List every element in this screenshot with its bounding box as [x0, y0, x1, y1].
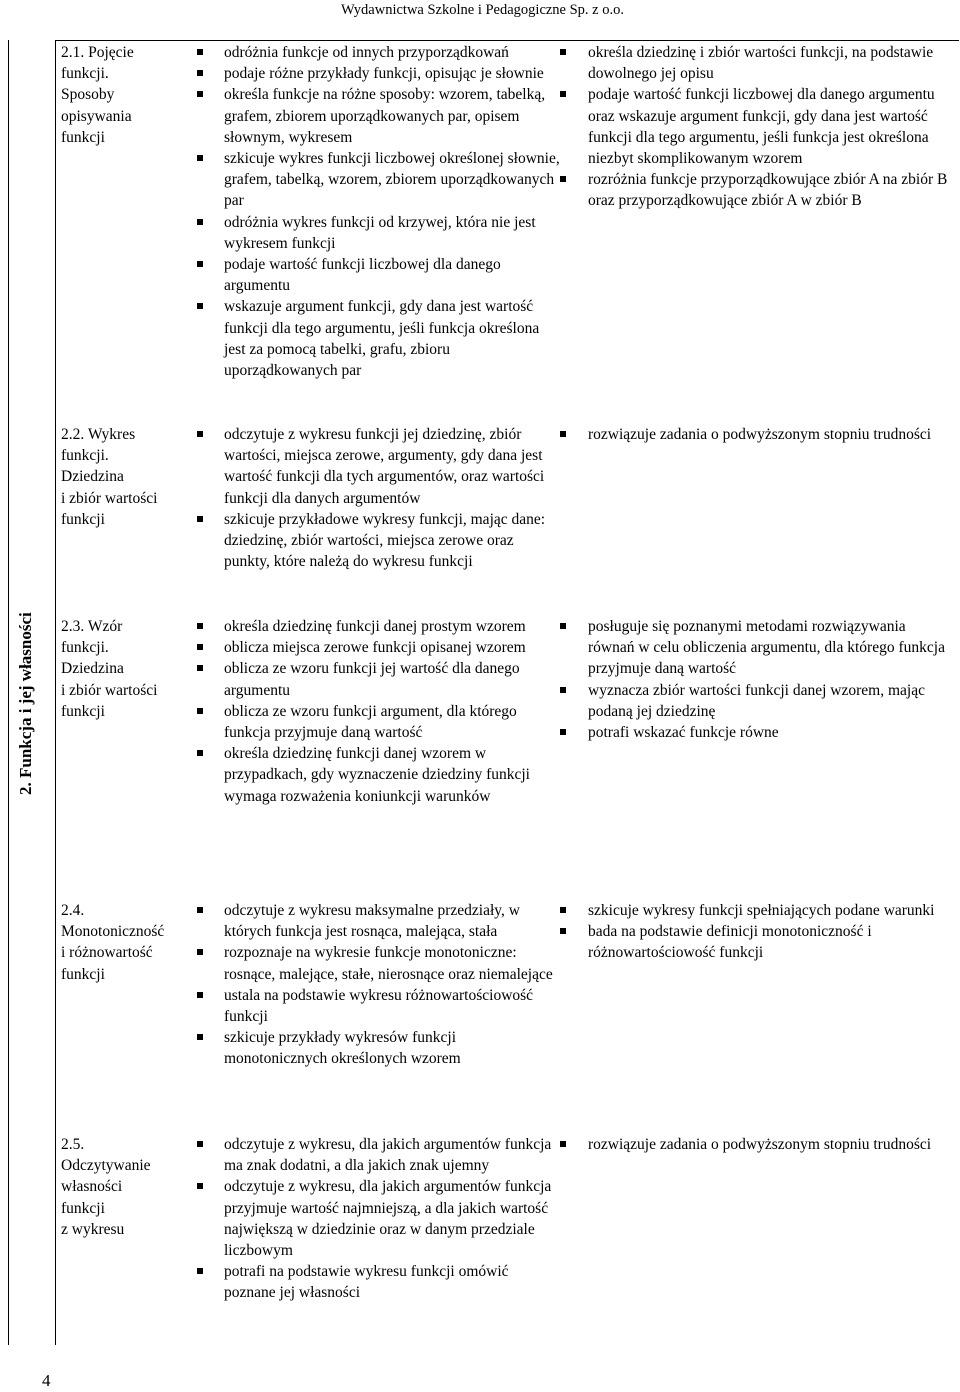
- list-item: [558, 900, 956, 921]
- basic-requirements-2-5: [195, 1134, 560, 1304]
- topic-cell-2-2: [61, 424, 186, 530]
- extended-requirements-2-5: [558, 1134, 956, 1155]
- item-text: oblicza miejsca zerowe funkcji opisanej wzorem: [224, 639, 526, 657]
- extended-requirements-2-2: [558, 424, 956, 445]
- table-border-left: [8, 40, 9, 1345]
- list-item: [195, 900, 560, 942]
- topic-line: 2.5.: [61, 1136, 85, 1153]
- topic-line: z wykresu: [61, 1220, 125, 1238]
- item-text: rozpoznaje na wykresie funkcje monotoniczne: rosnące, malejące, stałe, nierosnące oraz niemalejące: [224, 944, 553, 983]
- square-bullet-icon: [197, 750, 203, 756]
- square-bullet-icon: [197, 49, 203, 55]
- square-bullet-icon: [560, 623, 566, 629]
- item-text: oblicza ze wzoru funkcji argument, dla którego funkcja przyjmuje daną wartość: [224, 702, 517, 742]
- square-bullet-icon: [560, 91, 566, 97]
- square-bullet-icon: [197, 992, 203, 998]
- topic-line: funkcji: [61, 510, 105, 528]
- item-text: określa funkcje na różne sposoby: wzorem, tabelką, grafem, zbiorem uporządkowanych par, opisem słownym, wykresem: [224, 86, 546, 146]
- topic-line: 2.1. Pojęcie: [61, 44, 134, 61]
- item-text: wskazuje argument funkcji, gdy dana jest wartość funkcji dla tego argumentu, jeśli funkcja określona jest za pomocą tabelki, grafu, zbioru uporządkowanych par: [224, 298, 540, 380]
- item-text: szkicuje wykres funkcji liczbowej określonej słownie, grafem, tabelką, wzorem, zbiorem uporządkowanych par: [224, 150, 560, 210]
- item-text: potrafi na podstawie wykresu funkcji omówić poznane jej własności: [224, 1263, 509, 1302]
- item-text: podaje różne przykłady funkcji, opisując je słownie: [224, 65, 544, 83]
- list-item: [558, 616, 956, 680]
- list-item: [195, 254, 560, 296]
- topic-cell-2-5: [61, 1134, 186, 1240]
- list-item: [558, 1134, 956, 1155]
- list-item: [195, 658, 560, 700]
- list-item: [558, 722, 956, 743]
- extended-requirements-2-4: [558, 900, 956, 964]
- list-item: [195, 424, 560, 509]
- square-bullet-icon: [197, 70, 203, 76]
- item-text: bada na podstawie definicji monotoniczność i różnowartościowość funkcji: [588, 923, 872, 962]
- list-item: [195, 616, 560, 637]
- table-border-top: [55, 40, 959, 41]
- square-bullet-icon: [197, 1034, 203, 1040]
- extended-requirements-2-1: [558, 42, 956, 212]
- square-bullet-icon: [197, 644, 203, 650]
- list-item: [558, 680, 956, 722]
- square-bullet-icon: [197, 155, 203, 161]
- list-item: [195, 509, 560, 573]
- square-bullet-icon: [560, 1141, 566, 1147]
- item-text: podaje wartość funkcji liczbowej dla danego argumentu oraz wskazuje argument funkcji, gdy dana jest wartość funkcji dla tego argumentu, jeśli funkcja jest określona niezbyt skomplikowanym wzorem: [588, 86, 935, 168]
- basic-requirements-2-2: [195, 424, 560, 572]
- list-item: [195, 1261, 560, 1303]
- square-bullet-icon: [197, 303, 203, 309]
- item-text: określa dziedzinę funkcji danej wzorem w przypadkach, gdy wyznaczenie dziedziny funkcji wymaga rozważenia koniunkcji warunków: [224, 745, 530, 805]
- item-text: określa dziedzinę funkcji danej prostym wzorem: [224, 618, 526, 635]
- square-bullet-icon: [560, 687, 566, 693]
- list-item: [195, 84, 560, 148]
- basic-requirements-2-1: [195, 42, 560, 381]
- page-number: 4: [42, 1371, 51, 1390]
- topic-line: funkcji.: [61, 65, 109, 83]
- topic-line: 2.4. Monotoniczność: [61, 902, 165, 941]
- square-bullet-icon: [197, 1268, 203, 1274]
- item-text: wyznacza zbiór wartości funkcji danej wzorem, mając podaną jej dziedzinę: [588, 681, 925, 720]
- basic-requirements-2-4: [195, 900, 560, 1070]
- item-text: rozróżnia funkcje przyporządkowujące zbiór A na zbiór B oraz przyporządkowujące zbiór A w zbiór B: [588, 171, 948, 210]
- list-item: [558, 169, 956, 211]
- item-text: szkicuje przykłady wykresów funkcji monotonicznych określonych wzorem: [224, 1029, 461, 1068]
- square-bullet-icon: [197, 1141, 203, 1147]
- item-text: potrafi wskazać funkcje równe: [588, 724, 779, 742]
- item-text: rozwiązuje zadania o podwyższonym stopniu trudności: [588, 426, 932, 443]
- topic-line: Dziedzina: [61, 660, 124, 678]
- topic-line: 2.3. Wzór: [61, 618, 123, 635]
- square-bullet-icon: [197, 1183, 203, 1189]
- topic-line: i zbiór wartości: [61, 681, 158, 699]
- item-text: ustala na podstawie wykresu różnowartościowość funkcji: [224, 986, 534, 1026]
- topic-line: funkcji: [61, 702, 105, 720]
- list-item: [195, 1027, 560, 1069]
- topic-line: funkcji: [61, 128, 105, 146]
- list-item: [558, 84, 956, 169]
- topic-line: i różnowartość: [61, 944, 153, 962]
- square-bullet-icon: [560, 176, 566, 182]
- square-bullet-icon: [197, 219, 203, 225]
- list-item: [195, 148, 560, 212]
- square-bullet-icon: [560, 431, 566, 437]
- square-bullet-icon: [197, 949, 203, 955]
- list-item: [195, 212, 560, 254]
- list-item: [195, 985, 560, 1027]
- topic-line: własności: [61, 1178, 123, 1196]
- item-text: odczytuje z wykresu maksymalne przedziały, w których funkcja jest rosnąca, malejąca, stała: [224, 902, 520, 941]
- square-bullet-icon: [197, 907, 203, 913]
- list-item: [558, 424, 956, 445]
- square-bullet-icon: [560, 49, 566, 55]
- topic-line: Odczytywanie: [61, 1157, 151, 1175]
- extended-requirements-2-3: [558, 616, 956, 743]
- topic-cell-2-1: [61, 42, 186, 148]
- publisher-header: Wydawnictwa Szkolne i Pedagogiczne Sp. z o.o.: [340, 2, 624, 18]
- list-item: [195, 1176, 560, 1261]
- list-item: [195, 637, 560, 658]
- list-item: [195, 942, 560, 984]
- list-item: [195, 42, 560, 63]
- square-bullet-icon: [560, 729, 566, 735]
- column-divider-1: [55, 40, 56, 1345]
- topic-cell-2-4: [61, 900, 181, 985]
- list-item: [195, 63, 560, 84]
- topic-cell-2-3: [61, 616, 186, 722]
- topic-line: Sposoby: [61, 86, 115, 104]
- item-text: odczytuje z wykresu funkcji jej dziedzinę, zbiór wartości, miejsca zerowe, argumenty, gdy dana jest wartość funkcji dla tych argumentów, oraz wartości funkcji dla danych argumentów: [224, 426, 545, 507]
- item-text: oblicza ze wzoru funkcji jej wartość dla danego argumentu: [224, 660, 520, 699]
- item-text: odczytuje z wykresu, dla jakich argumentów funkcja przyjmuje wartość najmniejszą, a dla jakich wartość największą w dziedzinie oraz w danym przedziale liczbowym: [224, 1178, 552, 1260]
- list-item: [195, 1134, 560, 1176]
- list-item: [195, 296, 560, 381]
- item-text: określa dziedzinę i zbiór wartości funkcji, na podstawie dowolnego jej opisu: [588, 44, 934, 83]
- item-text: odróżnia funkcje od innych przyporządkowań: [224, 44, 509, 61]
- square-bullet-icon: [197, 261, 203, 267]
- list-item: [558, 921, 956, 963]
- item-text: odróżnia wykres funkcji od krzywej, która nie jest wykresem funkcji: [224, 213, 536, 252]
- topic-line: Dziedzina: [61, 468, 124, 486]
- item-text: podaje wartość funkcji liczbowej dla danego argumentu: [224, 256, 501, 295]
- topic-line: opisywania: [61, 107, 132, 125]
- square-bullet-icon: [197, 431, 203, 437]
- item-text: posługuje się poznanymi metodami rozwiązywania równań w celu obliczenia argumentu, dla którego funkcja przyjmuje daną wartość: [588, 618, 945, 678]
- square-bullet-icon: [560, 928, 566, 934]
- square-bullet-icon: [197, 91, 203, 97]
- chapter-title: 2. Funkcja i jej własności: [16, 612, 35, 795]
- item-text: rozwiązuje zadania o podwyższonym stopniu trudności: [588, 1136, 932, 1153]
- topic-line: funkcji.: [61, 447, 109, 465]
- square-bullet-icon: [197, 665, 203, 671]
- list-item: [195, 743, 560, 807]
- basic-requirements-2-3: [195, 616, 560, 807]
- list-item: [195, 701, 560, 743]
- square-bullet-icon: [560, 907, 566, 913]
- square-bullet-icon: [197, 708, 203, 714]
- square-bullet-icon: [197, 623, 203, 629]
- topic-line: funkcji: [61, 1199, 105, 1217]
- topic-line: i zbiór wartości: [61, 489, 158, 507]
- topic-line: 2.2. Wykres: [61, 426, 136, 443]
- list-item: [558, 42, 956, 84]
- square-bullet-icon: [197, 516, 203, 522]
- topic-line: funkcji.: [61, 639, 109, 657]
- topic-line: funkcji: [61, 965, 105, 983]
- item-text: odczytuje z wykresu, dla jakich argumentów funkcja ma znak dodatni, a dla jakich znak ujemny: [224, 1136, 552, 1175]
- item-text: szkicuje przykładowe wykresy funkcji, mając dane: dziedzinę, zbiór wartości, miejsca zerowe oraz punkty, które należą do wykresu funkcji: [224, 510, 546, 571]
- item-text: szkicuje wykresy funkcji spełniających podane warunki: [588, 902, 935, 919]
